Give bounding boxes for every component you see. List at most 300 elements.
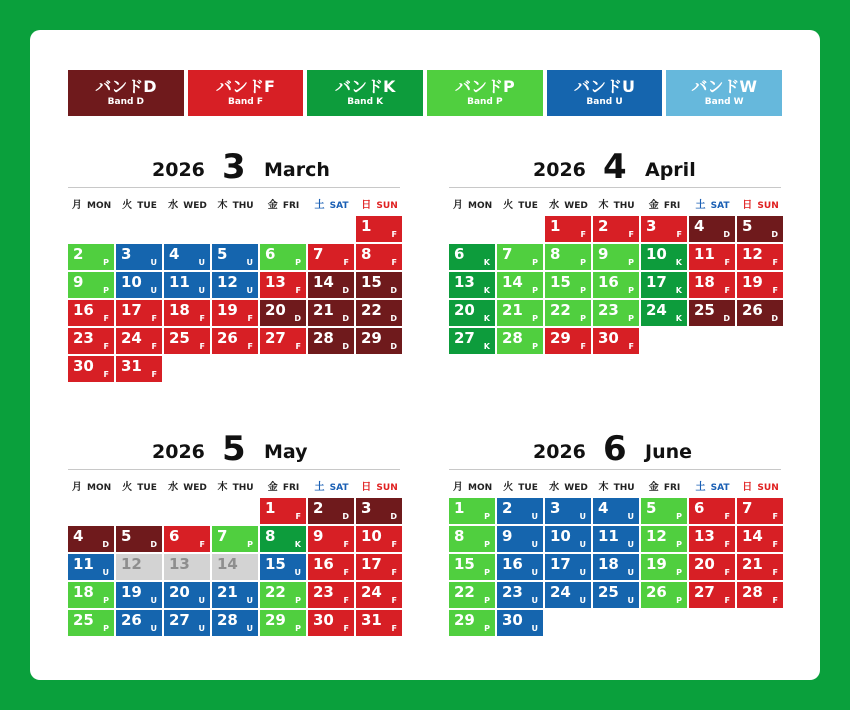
day-number: 7: [502, 245, 513, 263]
weekday-jp: 水: [549, 482, 560, 493]
weekday-wed: [545, 196, 592, 211]
day-number: 14: [313, 273, 334, 291]
band-letter: U: [579, 568, 586, 577]
day-cell: [116, 272, 162, 298]
day-number: 12: [742, 245, 763, 263]
weekday-wed: [164, 196, 211, 211]
day-number: 5: [217, 245, 228, 263]
band-letter: F: [391, 230, 397, 239]
day-cell: [308, 582, 354, 608]
weekday-wed: [164, 478, 211, 493]
band-letter: D: [342, 314, 349, 323]
band-letter: F: [724, 258, 730, 267]
weekday-en: TUE: [518, 201, 538, 211]
weekday-en: MON: [468, 483, 493, 493]
day-number: 8: [550, 245, 561, 263]
day-cell: [308, 526, 354, 552]
day-cell: [449, 610, 495, 636]
day-number: 4: [694, 217, 705, 235]
day-number: 26: [646, 583, 667, 601]
day-cell: [356, 300, 402, 326]
weekday-sun: [737, 478, 784, 493]
weekday-en: THU: [232, 483, 254, 493]
day-cell: [641, 554, 687, 580]
weekday-en: TUE: [137, 483, 157, 493]
band-letter: P: [532, 258, 538, 267]
band-letter: U: [627, 596, 634, 605]
day-cell: [308, 498, 354, 524]
band-letter: U: [627, 512, 634, 521]
day-cell: [689, 272, 735, 298]
day-number: 8: [361, 245, 372, 263]
day-cell: [308, 328, 354, 354]
weekday-jp: 日: [361, 200, 372, 211]
weekday-tue: [116, 196, 163, 211]
band-letter: P: [532, 286, 538, 295]
day-cell: [116, 526, 162, 552]
band-letter: U: [150, 624, 157, 633]
band-letter: U: [531, 512, 538, 521]
band-letter: U: [579, 540, 586, 549]
day-number: 14: [502, 273, 523, 291]
day-number: 13: [454, 273, 475, 291]
day-cell: [260, 300, 306, 326]
weekday-en: SUN: [376, 201, 398, 211]
day-number: 25: [73, 611, 94, 629]
day-number: 15: [550, 273, 571, 291]
band-letter: F: [772, 258, 778, 267]
day-number: 4: [73, 527, 84, 545]
day-number: 24: [121, 329, 142, 347]
day-number: 20: [169, 583, 190, 601]
band-letter: K: [675, 286, 682, 295]
legend-en-label: Band W: [704, 97, 744, 107]
day-cell: [689, 216, 735, 242]
month-number: 3: [222, 147, 246, 187]
day-number: 7: [742, 499, 753, 517]
weekday-mon: [68, 196, 115, 211]
band-letter: U: [198, 258, 205, 267]
day-cell: [164, 328, 210, 354]
day-number: 23: [502, 583, 523, 601]
weekday-jp: 月: [452, 200, 463, 211]
day-cell: [212, 244, 258, 270]
day-number: 27: [454, 329, 475, 347]
weekday-jp: 火: [503, 200, 514, 211]
band-letter: P: [676, 596, 682, 605]
day-number: 26: [121, 611, 142, 629]
day-number: 26: [217, 329, 238, 347]
day-cell: [593, 328, 639, 354]
weekday-en: TUE: [137, 201, 157, 211]
day-number: 15: [454, 555, 475, 573]
band-letter: F: [676, 230, 682, 239]
legend-band-k: [307, 70, 423, 116]
weekday-sun: [737, 196, 784, 211]
day-cell: [356, 328, 402, 354]
day-cell: [737, 244, 783, 270]
day-cell: [497, 272, 543, 298]
band-letter: P: [103, 624, 109, 633]
day-cell: [449, 244, 495, 270]
weekday-jp: 金: [648, 200, 659, 211]
month-header: [449, 430, 781, 470]
band-letter: K: [675, 314, 682, 323]
band-letter: F: [391, 596, 397, 605]
day-number: 17: [550, 555, 571, 573]
day-number: 20: [265, 301, 286, 319]
day-cell: [737, 526, 783, 552]
band-letter: F: [295, 512, 301, 521]
band-letter: F: [103, 342, 109, 351]
weekday-en: THU: [613, 201, 635, 211]
weekday-sun: [356, 196, 403, 211]
weekday-jp: 金: [267, 200, 278, 211]
band-letter: F: [343, 624, 349, 633]
band-letter: F: [343, 258, 349, 267]
weekday-jp: 土: [695, 200, 706, 211]
day-cell: [212, 526, 258, 552]
weekday-fri: [641, 196, 688, 211]
band-letter: D: [723, 314, 730, 323]
band-letter: U: [198, 286, 205, 295]
day-number: 2: [73, 245, 84, 263]
weekday-en: WED: [183, 483, 207, 493]
day-number: 29: [550, 329, 571, 347]
day-cell: [689, 554, 735, 580]
day-cell: [449, 526, 495, 552]
day-number: 18: [73, 583, 94, 601]
day-cell: [641, 216, 687, 242]
band-letter: F: [199, 314, 205, 323]
band-letter: K: [675, 258, 682, 267]
weekday-jp: 土: [314, 200, 325, 211]
weekday-jp: 土: [695, 482, 706, 493]
band-letter: F: [724, 596, 730, 605]
weekday-en: FRI: [282, 483, 300, 493]
day-number: 2: [313, 499, 324, 517]
day-grid: [68, 498, 400, 638]
day-cell: [308, 300, 354, 326]
band-letter: D: [390, 286, 397, 295]
day-number: 22: [361, 301, 382, 319]
weekday-tue: [497, 196, 544, 211]
band-letter: P: [103, 258, 109, 267]
legend-band-u: [547, 70, 663, 116]
weekday-jp: 木: [217, 482, 228, 493]
weekday-en: FRI: [663, 201, 681, 211]
day-cell: [260, 328, 306, 354]
band-letter: P: [676, 512, 682, 521]
day-cell: [68, 582, 114, 608]
band-letter: P: [103, 286, 109, 295]
day-grid: [449, 216, 781, 356]
weekday-sat: [689, 478, 736, 493]
band-letter: F: [391, 568, 397, 577]
weekday-jp: 水: [168, 482, 179, 493]
weekday-thu: [593, 196, 640, 211]
day-number: 30: [73, 357, 94, 375]
day-number: 10: [121, 273, 142, 291]
day-number: 17: [361, 555, 382, 573]
day-number: 17: [121, 301, 142, 319]
band-letter: D: [294, 314, 301, 323]
weekday-header: [68, 188, 400, 216]
band-letter: F: [724, 286, 730, 295]
day-number: 13: [265, 273, 286, 291]
day-number: 14: [742, 527, 763, 545]
day-number: 16: [313, 555, 334, 573]
day-number: 25: [169, 329, 190, 347]
day-cell: [641, 498, 687, 524]
day-cell: [68, 526, 114, 552]
day-cell: [356, 498, 402, 524]
day-number: 1: [454, 499, 465, 517]
weekday-en: MON: [87, 201, 112, 211]
band-letter: D: [390, 512, 397, 521]
band-letter: D: [342, 286, 349, 295]
month-year: 2026: [152, 159, 205, 181]
weekday-jp: 木: [217, 200, 228, 211]
day-cell: [689, 300, 735, 326]
month-name: March: [264, 159, 330, 181]
band-letter: P: [580, 286, 586, 295]
day-cell: [449, 328, 495, 354]
day-cell: [449, 582, 495, 608]
day-number: 21: [217, 583, 238, 601]
day-number: 3: [550, 499, 561, 517]
day-cell: [449, 300, 495, 326]
month-year: 2026: [152, 441, 205, 463]
day-cell: [641, 526, 687, 552]
day-cell: [116, 300, 162, 326]
band-letter: F: [151, 370, 157, 379]
day-number: 25: [598, 583, 619, 601]
band-letter: P: [580, 314, 586, 323]
day-cell: [593, 554, 639, 580]
day-cell: [497, 498, 543, 524]
day-number: 24: [361, 583, 382, 601]
day-cell: [689, 498, 735, 524]
band-letter: K: [483, 286, 490, 295]
band-letter: U: [627, 540, 634, 549]
band-letter: D: [102, 540, 109, 549]
day-number: 13: [169, 555, 190, 573]
band-letter: P: [484, 512, 490, 521]
weekday-wed: [545, 478, 592, 493]
month-name: April: [645, 159, 696, 181]
band-letter: P: [295, 596, 301, 605]
day-number: 17: [646, 273, 667, 291]
day-number: 3: [361, 499, 372, 517]
band-letter: P: [580, 258, 586, 267]
day-cell: [593, 300, 639, 326]
day-number: 18: [169, 301, 190, 319]
day-cell: [68, 272, 114, 298]
day-cell: [497, 244, 543, 270]
band-letter: P: [103, 596, 109, 605]
day-cell: [116, 328, 162, 354]
weekday-jp: 日: [361, 482, 372, 493]
day-number: 27: [169, 611, 190, 629]
weekday-en: WED: [183, 201, 207, 211]
legend-jp-label: バンドW: [691, 77, 758, 96]
weekday-thu: [212, 196, 259, 211]
legend-jp-label: バンドD: [95, 77, 157, 96]
day-number: 9: [598, 245, 609, 263]
day-number: 18: [598, 555, 619, 573]
band-letter: F: [103, 370, 109, 379]
day-cell: [449, 272, 495, 298]
day-cell: [356, 610, 402, 636]
day-number: 26: [742, 301, 763, 319]
weekday-en: SUN: [757, 483, 779, 493]
day-number: 21: [742, 555, 763, 573]
band-letter: K: [483, 258, 490, 267]
day-number: 15: [265, 555, 286, 573]
day-number: 6: [454, 245, 465, 263]
weekday-jp: 水: [549, 200, 560, 211]
band-letter: U: [627, 568, 634, 577]
band-letter: P: [676, 568, 682, 577]
day-number: 11: [169, 273, 190, 291]
day-cell: [68, 610, 114, 636]
weekday-jp: 火: [503, 482, 514, 493]
day-cell: [212, 272, 258, 298]
day-number: 1: [361, 217, 372, 235]
band-letter: F: [772, 596, 778, 605]
day-cell: [593, 582, 639, 608]
day-cell: [641, 244, 687, 270]
legend-en-label: Band K: [347, 97, 384, 107]
band-letter: F: [295, 342, 301, 351]
day-number: 2: [598, 217, 609, 235]
day-cell: [308, 272, 354, 298]
weekday-mon: [449, 196, 496, 211]
day-cell: [689, 582, 735, 608]
day-number: 9: [313, 527, 324, 545]
day-cell: [260, 272, 306, 298]
day-cell: [356, 244, 402, 270]
weekday-en: SAT: [329, 483, 349, 493]
day-number: 21: [313, 301, 334, 319]
month-number: 5: [222, 429, 246, 469]
day-cell: [545, 554, 591, 580]
band-legend: [68, 70, 782, 116]
day-cell: [212, 582, 258, 608]
day-cell: [545, 328, 591, 354]
weekday-en: WED: [564, 201, 588, 211]
day-number: 28: [217, 611, 238, 629]
band-letter: P: [628, 258, 634, 267]
band-letter: F: [724, 540, 730, 549]
band-letter: P: [532, 314, 538, 323]
day-cell: [212, 554, 258, 580]
day-cell: [68, 554, 114, 580]
weekday-fri: [641, 478, 688, 493]
month-number: 6: [603, 429, 627, 469]
band-letter: K: [294, 540, 301, 549]
legend-jp-label: バンドP: [454, 77, 515, 96]
weekday-en: THU: [613, 483, 635, 493]
day-cell: [497, 300, 543, 326]
band-letter: F: [580, 230, 586, 239]
month-june: [449, 430, 781, 638]
band-letter: K: [483, 314, 490, 323]
day-cell: [260, 244, 306, 270]
band-letter: P: [295, 258, 301, 267]
band-letter: P: [484, 624, 490, 633]
day-number: 22: [265, 583, 286, 601]
weekday-en: THU: [232, 201, 254, 211]
weekday-en: MON: [468, 201, 493, 211]
day-number: 5: [742, 217, 753, 235]
band-letter: F: [772, 540, 778, 549]
day-cell: [116, 244, 162, 270]
band-letter: U: [198, 596, 205, 605]
legend-en-label: Band P: [467, 97, 503, 107]
day-number: 30: [598, 329, 619, 347]
day-cell: [737, 582, 783, 608]
day-number: 29: [361, 329, 382, 347]
weekday-jp: 木: [598, 482, 609, 493]
day-number: 23: [598, 301, 619, 319]
month-number: 4: [603, 147, 627, 187]
legend-jp-label: バンドU: [574, 77, 636, 96]
weekday-en: SAT: [329, 201, 349, 211]
day-number: 12: [121, 555, 142, 573]
band-letter: F: [343, 568, 349, 577]
band-letter: P: [484, 540, 490, 549]
day-cell: [593, 498, 639, 524]
day-cell: [545, 498, 591, 524]
band-letter: U: [531, 540, 538, 549]
day-number: 28: [502, 329, 523, 347]
band-letter: P: [484, 568, 490, 577]
day-number: 3: [646, 217, 657, 235]
weekday-header: [449, 188, 781, 216]
legend-en-label: Band D: [107, 97, 145, 107]
band-letter: U: [246, 596, 253, 605]
weekday-en: TUE: [518, 483, 538, 493]
day-number: 31: [121, 357, 142, 375]
day-number: 20: [694, 555, 715, 573]
weekday-header: [449, 470, 781, 498]
legend-jp-label: バンドF: [216, 77, 275, 96]
day-cell: [164, 300, 210, 326]
day-cell: [260, 526, 306, 552]
day-number: 5: [646, 499, 657, 517]
weekday-en: FRI: [282, 201, 300, 211]
day-cell: [116, 554, 162, 580]
day-number: 24: [550, 583, 571, 601]
band-letter: U: [102, 568, 109, 577]
day-number: 6: [169, 527, 180, 545]
band-letter: U: [579, 596, 586, 605]
band-letter: F: [628, 230, 634, 239]
day-cell: [593, 526, 639, 552]
day-number: 29: [265, 611, 286, 629]
legend-band-d: [68, 70, 184, 116]
day-number: 5: [121, 527, 132, 545]
day-number: 22: [550, 301, 571, 319]
day-cell: [356, 272, 402, 298]
weekday-sat: [308, 478, 355, 493]
day-cell: [737, 272, 783, 298]
day-number: 27: [265, 329, 286, 347]
day-cell: [497, 328, 543, 354]
month-march: [68, 147, 400, 379]
